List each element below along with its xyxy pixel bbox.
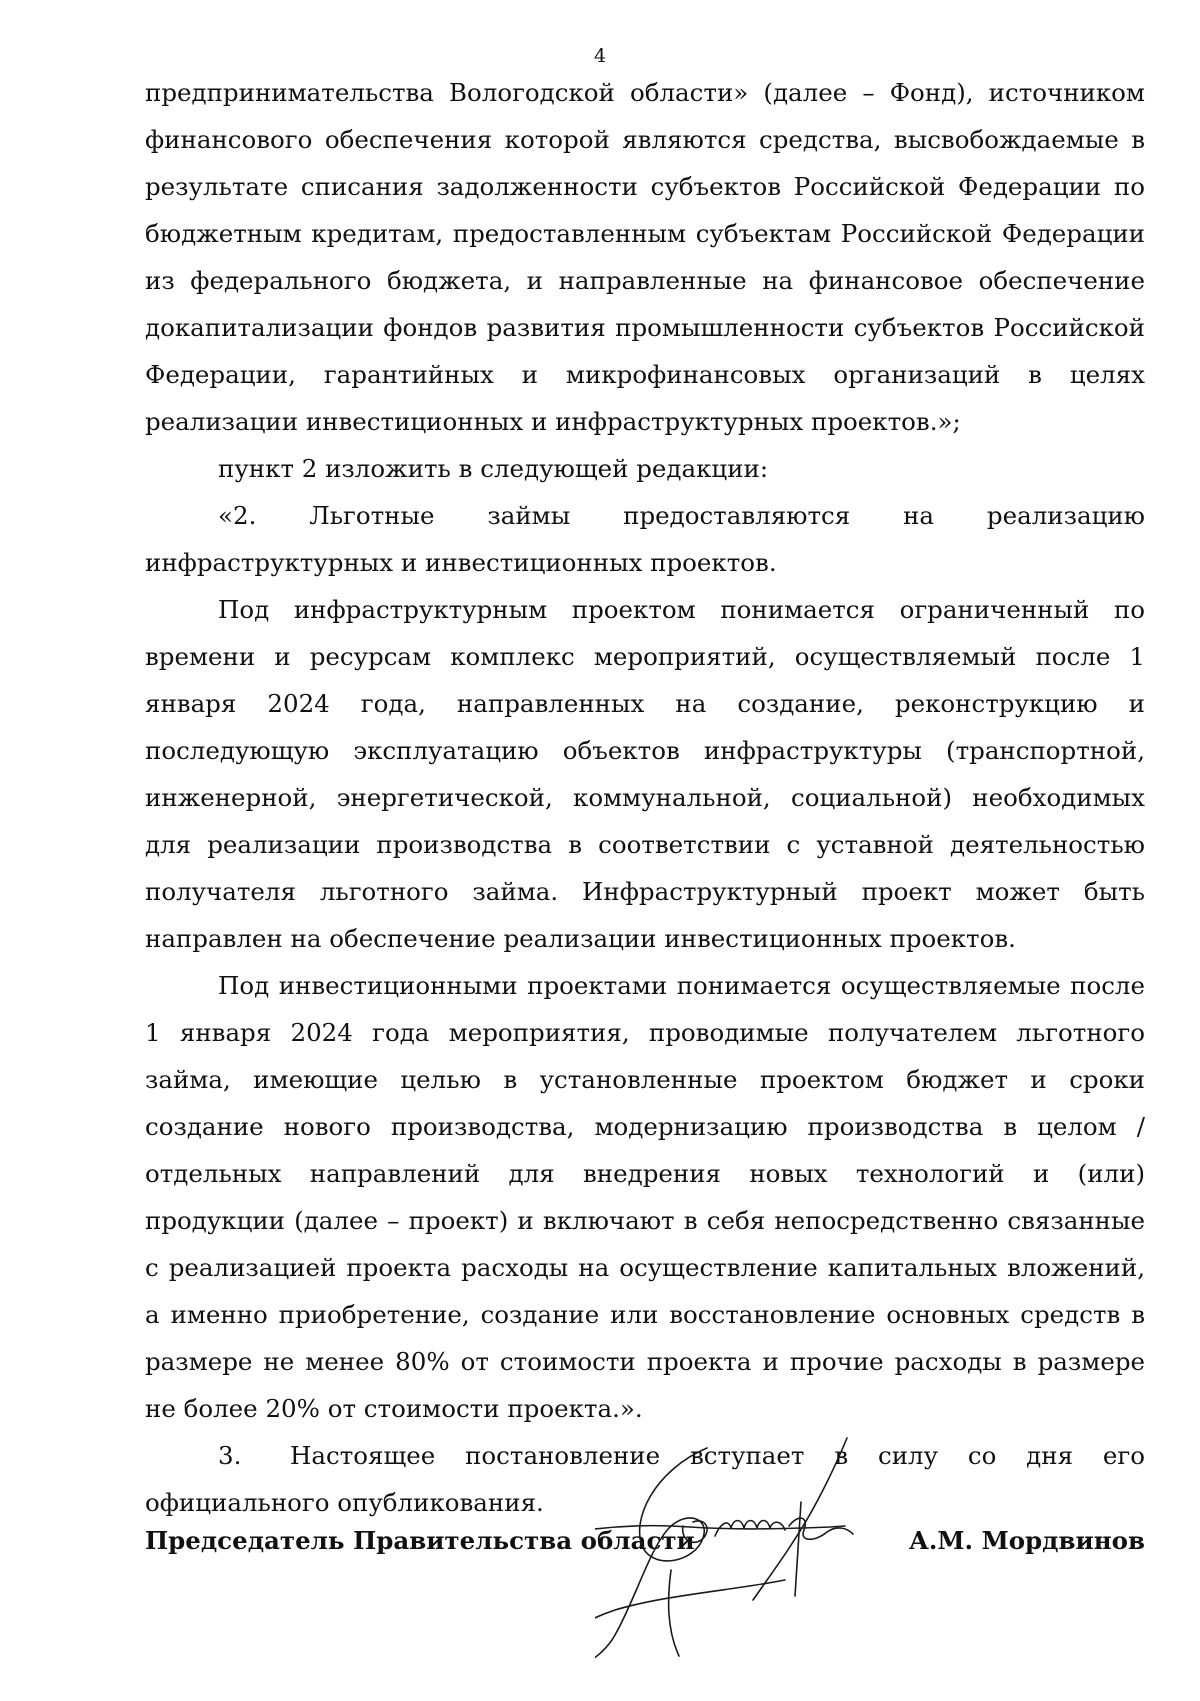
paragraph-investment-project: Под инвестиционными проектами понимается осуществляемые после 1 января 2024 года мероприятия, проводимые получателем льготного займа, имеющие целью в установленные проектом бюджет и сроки создание нового производства, модернизацию производства в целом / отдельных направлений для внедрения новых технологий и (или) продукции (далее – проект) и включают в себя непосредственно связанные с реализацией проекта расходы на осуществление капитальных вложений, а именно приобретение, создание или восстановление основных средств в размере не менее 80% от стоимости проекта и прочие расходы в размере не более 20% от стоимости проекта.».: [145, 971, 1145, 1423]
signatory-title: Председатель Правительства области: [145, 1526, 695, 1555]
paragraph-infrastructure-project: Под инфраструктурным проектом понимается ограниченный по времени и ресурсам комплекс мероприятий, осуществляемый после 1 января 2024 года, направленных на создание, реконструкцию и последующую эксплуатацию объектов инфраструктуры (транспортной, инженерной, энергетической, коммунальной, социальной) необходимых для реализации производства в соответствии с уставной деятельностью получателя льготного займа. Инфраструктурный проект может быть направлен на обеспечение реализации инвестиционных проектов.: [145, 595, 1145, 953]
clause-3-number: 3.: [218, 1441, 242, 1470]
signatory-name: А.М. Мордвинов: [908, 1526, 1145, 1555]
paragraph-point-2-text: «2. Льготные займы предоставляются на реализацию инфраструктурных и инвестиционных проектов.: [145, 501, 1145, 577]
page-number: 4: [593, 45, 607, 67]
document-body: [145, 69, 1145, 1526]
paragraph-continuation: предпринимательства Вологодской области» (далее – Фонд), источником финансового обеспечения которой являются средства, высвобождаемые в результате списания задолженности субъектов Российской Федерации по бюджетным кредитам, предоставленным субъектам Российской Федерации из федерального бюджета, и направленные на финансовое обеспечение докапитализации фондов развития промышленности субъектов Российской Федерации, гарантийных и микрофинансовых организаций в целях реализации инвестиционных и инфраструктурных проектов.»;: [145, 78, 1145, 436]
handwritten-signature: [595, 1430, 935, 1695]
paragraph-point-2-intro: пункт 2 изложить в следующей редакции:: [218, 454, 769, 483]
clause-3-text: Настоящее постановление вступает в силу со дня его официального опубликования.: [145, 1441, 1145, 1517]
